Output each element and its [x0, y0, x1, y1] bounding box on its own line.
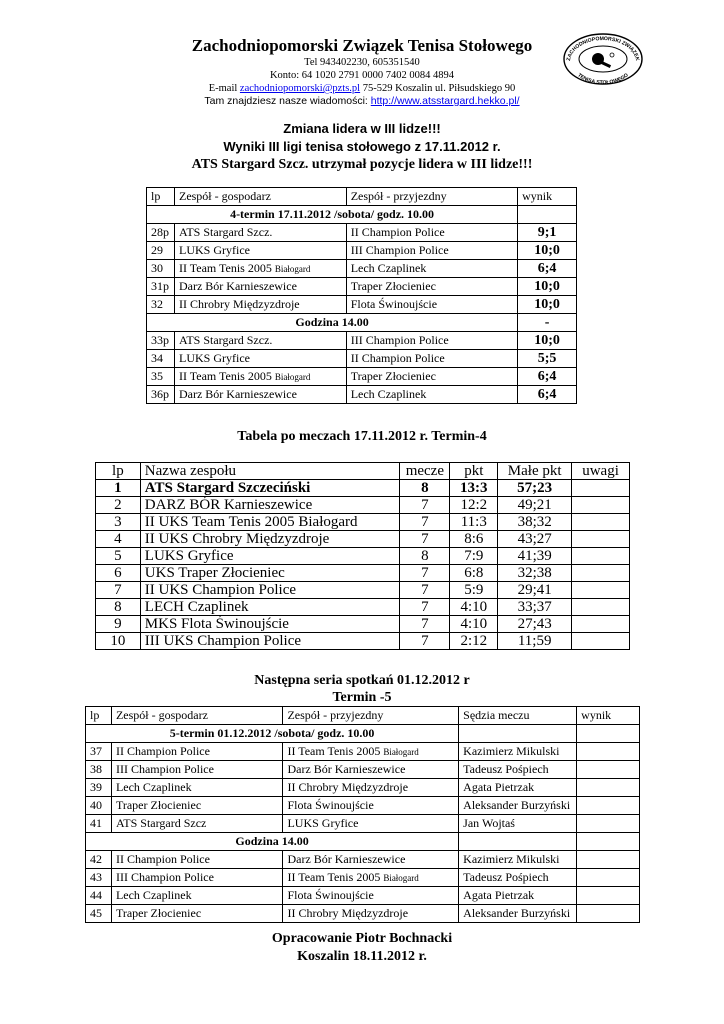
away-team: Traper Złocieniec	[346, 368, 517, 386]
home-team	[174, 242, 346, 260]
org-address: 75-529 Koszalin ul. Piłsudskiego 90	[362, 83, 516, 94]
results-row	[147, 350, 577, 368]
fixture-away-city: Białogard	[383, 872, 419, 883]
match-lp: 30	[147, 260, 175, 278]
next-header-cell: wynik	[577, 707, 640, 725]
team-matches: 7	[400, 514, 450, 531]
away-team: II Champion Police	[346, 350, 517, 368]
team-points: 11:3	[450, 514, 498, 531]
match-score: 5;5	[518, 350, 577, 368]
team-points: 8:6	[450, 531, 498, 548]
team-notes	[572, 497, 630, 514]
team-notes	[572, 531, 630, 548]
team-points: 5:9	[450, 582, 498, 599]
home-team-name: Darz Bór Karnieszewice	[178, 279, 297, 293]
next-row	[86, 905, 640, 923]
next-section-row	[86, 833, 640, 851]
fixture-away	[283, 761, 459, 779]
fixture-lp: 38	[86, 761, 112, 779]
home-team-name: ATS Stargard Szcz.	[178, 225, 273, 239]
next-header-cell: lp	[86, 707, 112, 725]
team-notes	[572, 616, 630, 633]
title-results: Wyniki III ligi tenisa stołowego z 17.11.2012 r.	[223, 139, 501, 154]
news-label: Tam znajdziesz nasze wiadomości:	[204, 95, 368, 107]
match-lp: 29	[147, 242, 175, 260]
fixture-home: Traper Złocieniec	[111, 797, 283, 815]
next-row	[86, 779, 640, 797]
home-team-name: II Chrobry Międzyzdroje	[178, 297, 300, 311]
team-rank: 8	[96, 599, 141, 616]
results-section-label: 4-termin 17.11.2012 /sobota/ godz. 10.00	[147, 206, 518, 224]
team-notes	[572, 514, 630, 531]
match-score: 10;0	[518, 296, 577, 314]
next-header-cell: Zespół - przyjezdny	[283, 707, 459, 725]
team-rank: 1	[96, 480, 141, 497]
footer-place-date: Koszalin 18.11.2012 r.	[297, 949, 427, 964]
home-team-name: II Team Tenis 2005	[178, 260, 272, 275]
fixture-result	[577, 743, 640, 761]
footer-author: Opracowanie Piotr Bochnacki	[271, 931, 453, 946]
team-notes	[572, 480, 630, 497]
away-team: Flota Świnoujście	[346, 296, 517, 314]
fixture-result	[577, 797, 640, 815]
match-lp: 28p	[147, 224, 175, 242]
home-team	[174, 368, 346, 386]
home-team	[174, 350, 346, 368]
team-rank: 10	[96, 633, 141, 650]
team-rank: 6	[96, 565, 141, 582]
team-small-points: 11;59	[498, 633, 572, 650]
next-row	[86, 887, 640, 905]
team-name: DARZ BÓR Karnieszewice	[140, 497, 400, 514]
fixture-result	[577, 761, 640, 779]
results-section-score	[518, 206, 577, 224]
team-points: 12:2	[450, 497, 498, 514]
team-points: 4:10	[450, 599, 498, 616]
team-notes	[572, 565, 630, 582]
title-leader-change: Zmiana lidera w III lidze!!!	[283, 121, 441, 136]
standings-header-cell: mecze	[400, 463, 450, 480]
next-round-subtitle: Termin -5	[332, 690, 392, 705]
team-matches: 8	[400, 480, 450, 497]
standings-row	[96, 531, 630, 548]
next-row	[86, 761, 640, 779]
team-rank: 9	[96, 616, 141, 633]
standings-row	[96, 514, 630, 531]
team-rank: 5	[96, 548, 141, 565]
team-notes	[572, 633, 630, 650]
home-team	[174, 278, 346, 296]
team-small-points: 49;21	[498, 497, 572, 514]
standings-row	[96, 599, 630, 616]
results-header-cell: lp	[147, 188, 175, 206]
away-team: II Champion Police	[346, 224, 517, 242]
results-header-row	[147, 188, 577, 206]
team-name: MKS Flota Świnoujście	[140, 616, 400, 633]
org-account: Konto: 64 1020 2791 0000 7402 0084 4894	[269, 70, 455, 81]
results-row	[147, 332, 577, 350]
team-matches: 7	[400, 531, 450, 548]
results-header-cell: Zespół - gospodarz	[174, 188, 346, 206]
email-label: E-mail	[208, 83, 238, 94]
next-header-cell: Sędzia meczu	[459, 707, 577, 725]
standings-header-cell: lp	[96, 463, 141, 480]
team-points: 13:3	[450, 480, 498, 497]
team-name: II UKS Chrobry Międzyzdroje	[140, 531, 400, 548]
next-section-empty	[459, 833, 577, 851]
fixture-referee: Kazimierz Mikulski	[459, 851, 577, 869]
title-leader-kept: ATS Stargard Szcz. utrzymał pozycje lidera w III lidze!!!	[191, 157, 533, 172]
fixture-referee: Aleksander Burzyński	[459, 797, 577, 815]
team-matches: 7	[400, 497, 450, 514]
org-phone: Tel 943402230, 605351540	[304, 57, 420, 68]
team-small-points: 29;41	[498, 582, 572, 599]
team-name: LUKS Gryfice	[140, 548, 400, 565]
team-points: 6:8	[450, 565, 498, 582]
home-team	[174, 296, 346, 314]
results-row	[147, 296, 577, 314]
next-row	[86, 869, 640, 887]
email-link[interactable]: zachodniopomorski@pzts.pl	[239, 83, 361, 94]
fixture-away	[283, 797, 459, 815]
home-team	[174, 386, 346, 404]
match-score: 6;4	[518, 368, 577, 386]
home-team-name: LUKS Gryfice	[178, 351, 250, 365]
fixture-away-name: II Team Tenis 2005	[287, 743, 381, 758]
ping-pong-paddle-icon	[592, 53, 614, 68]
results-row	[147, 260, 577, 278]
team-name: LECH Czaplinek	[140, 599, 400, 616]
team-rank: 3	[96, 514, 141, 531]
next-header-cell: Zespół - gospodarz	[111, 707, 283, 725]
team-matches: 7	[400, 565, 450, 582]
fixture-home: II Champion Police	[111, 851, 283, 869]
next-row	[86, 743, 640, 761]
standings-header-cell: Nazwa zespołu	[140, 463, 400, 480]
fixture-home: II Champion Police	[111, 743, 283, 761]
org-name: Zachodniopomorski Związek Tenisa Stołowego	[191, 36, 533, 55]
fixture-away-name: Flota Świnoujście	[287, 798, 374, 812]
next-round-title: Następna seria spotkań 01.12.2012 r	[254, 673, 470, 688]
next-row	[86, 851, 640, 869]
fixture-away-name: LUKS Gryfice	[287, 816, 359, 830]
team-matches: 7	[400, 582, 450, 599]
fixture-lp: 43	[86, 869, 112, 887]
team-name: ATS Stargard Szczeciński	[140, 480, 400, 497]
match-lp: 33p	[147, 332, 175, 350]
match-lp: 35	[147, 368, 175, 386]
fixture-away	[283, 905, 459, 923]
home-team-name: LUKS Gryfice	[178, 243, 250, 257]
fixture-away-city: Białogard	[383, 746, 419, 757]
fixture-away-name: II Team Tenis 2005	[287, 869, 381, 884]
fixture-home: ATS Stargard Szcz	[111, 815, 283, 833]
away-team: Lech Czaplinek	[346, 386, 517, 404]
team-name: UKS Traper Złocieniec	[140, 565, 400, 582]
fixture-home: III Champion Police	[111, 761, 283, 779]
next-row	[86, 815, 640, 833]
team-small-points: 43;27	[498, 531, 572, 548]
next-section-empty	[459, 725, 577, 743]
results-row	[147, 278, 577, 296]
fixture-away-name: Flota Świnoujście	[287, 888, 374, 902]
next-row	[86, 797, 640, 815]
team-matches: 7	[400, 616, 450, 633]
home-team-name: ATS Stargard Szcz.	[178, 333, 273, 347]
fixture-referee: Agata Pietrzak	[459, 887, 577, 905]
match-lp: 36p	[147, 386, 175, 404]
team-small-points: 32;38	[498, 565, 572, 582]
fixture-lp: 37	[86, 743, 112, 761]
standings-title: Tabela po meczach 17.11.2012 r. Termin-4	[237, 429, 487, 444]
home-team-name: Darz Bór Karnieszewice	[178, 387, 297, 401]
match-score: 6;4	[518, 386, 577, 404]
home-team	[174, 260, 346, 278]
fixture-result	[577, 779, 640, 797]
next-section-row	[86, 725, 640, 743]
team-rank: 2	[96, 497, 141, 514]
fixture-lp: 45	[86, 905, 112, 923]
fixture-away	[283, 869, 459, 887]
match-lp: 31p	[147, 278, 175, 296]
fixture-lp: 41	[86, 815, 112, 833]
standings-header-cell: Małe pkt	[498, 463, 572, 480]
away-team: III Champion Police	[346, 242, 517, 260]
fixture-away-name: Darz Bór Karnieszewice	[287, 762, 406, 776]
results-header-cell: Zespół - przyjezdny	[346, 188, 517, 206]
fixture-away	[283, 851, 459, 869]
standings-row	[96, 582, 630, 599]
match-score: 10;0	[518, 278, 577, 296]
fixture-referee: Tadeusz Pośpiech	[459, 761, 577, 779]
team-points: 2:12	[450, 633, 498, 650]
team-matches: 8	[400, 548, 450, 565]
match-lp: 32	[147, 296, 175, 314]
standings-row	[96, 616, 630, 633]
home-team	[174, 224, 346, 242]
team-name: II UKS Champion Police	[140, 582, 400, 599]
next-header-row	[86, 707, 640, 725]
next-round-table	[85, 706, 640, 923]
next-section-empty	[577, 833, 640, 851]
fixture-lp: 44	[86, 887, 112, 905]
fixture-lp: 39	[86, 779, 112, 797]
home-team	[174, 332, 346, 350]
fixture-home: Traper Złocieniec	[111, 905, 283, 923]
next-section-label: Godzina 14.00	[86, 833, 459, 851]
fixture-away	[283, 779, 459, 797]
match-score: 6;4	[518, 260, 577, 278]
standings-header-row	[96, 463, 630, 480]
fixture-result	[577, 815, 640, 833]
fixture-result	[577, 887, 640, 905]
home-team-city: Białogard	[274, 371, 311, 382]
home-team-city: Białogard	[274, 263, 311, 274]
team-notes	[572, 599, 630, 616]
fixture-home: Lech Czaplinek	[111, 779, 283, 797]
team-small-points: 41;39	[498, 548, 572, 565]
results-row	[147, 368, 577, 386]
team-rank: 7	[96, 582, 141, 599]
logo-text-bottom: TENISA STOŁOWEGO	[576, 72, 630, 86]
standings-table	[95, 462, 630, 650]
team-matches: 7	[400, 633, 450, 650]
next-section-label: 5-termin 01.12.2012 /sobota/ godz. 10.00	[86, 725, 459, 743]
match-score: 9;1	[518, 224, 577, 242]
results-row	[147, 386, 577, 404]
home-team-name: II Team Tenis 2005	[178, 368, 272, 383]
results-section-row	[147, 206, 577, 224]
standings-row	[96, 565, 630, 582]
results-table	[146, 187, 577, 404]
news-link[interactable]: http://www.atsstargard.hekko.pl/	[370, 95, 520, 107]
match-score: 10;0	[518, 332, 577, 350]
fixture-home: III Champion Police	[111, 869, 283, 887]
fixture-away-name: II Chrobry Międzyzdroje	[287, 780, 409, 794]
fixture-home: Lech Czaplinek	[111, 887, 283, 905]
next-section-empty	[577, 725, 640, 743]
team-notes	[572, 548, 630, 565]
fixture-result	[577, 869, 640, 887]
team-small-points: 33;37	[498, 599, 572, 616]
org-logo	[562, 32, 644, 86]
team-matches: 7	[400, 599, 450, 616]
team-name: III UKS Champion Police	[140, 633, 400, 650]
fixture-referee: Tadeusz Pośpiech	[459, 869, 577, 887]
fixture-lp: 42	[86, 851, 112, 869]
fixture-referee: Jan Wojtaś	[459, 815, 577, 833]
results-header-cell: wynik	[518, 188, 577, 206]
team-name: II UKS Team Tenis 2005 Białogard	[140, 514, 400, 531]
standings-row	[96, 548, 630, 565]
fixture-referee: Aleksander Burzyński	[459, 905, 577, 923]
results-section-row	[147, 314, 577, 332]
team-notes	[572, 582, 630, 599]
standings-header-cell: uwagi	[572, 463, 630, 480]
standings-header-cell: pkt	[450, 463, 498, 480]
away-team: III Champion Police	[346, 332, 517, 350]
news-line	[0, 95, 724, 108]
fixture-referee: Agata Pietrzak	[459, 779, 577, 797]
results-row	[147, 224, 577, 242]
team-small-points: 27;43	[498, 616, 572, 633]
fixture-away	[283, 815, 459, 833]
match-score: 10;0	[518, 242, 577, 260]
fixture-away-name: II Chrobry Międzyzdroje	[287, 906, 409, 920]
fixture-result	[577, 905, 640, 923]
fixture-away-name: Darz Bór Karnieszewice	[287, 852, 406, 866]
fixture-result	[577, 851, 640, 869]
results-section-label: Godzina 14.00	[147, 314, 518, 332]
standings-row	[96, 633, 630, 650]
standings-row	[96, 480, 630, 497]
team-rank: 4	[96, 531, 141, 548]
away-team: Traper Złocieniec	[346, 278, 517, 296]
fixture-away	[283, 887, 459, 905]
fixture-away	[283, 743, 459, 761]
match-lp: 34	[147, 350, 175, 368]
team-points: 4:10	[450, 616, 498, 633]
away-team: Lech Czaplinek	[346, 260, 517, 278]
standings-row	[96, 497, 630, 514]
team-points: 7:9	[450, 548, 498, 565]
fixture-referee: Kazimierz Mikulski	[459, 743, 577, 761]
team-small-points: 57;23	[498, 480, 572, 497]
fixture-lp: 40	[86, 797, 112, 815]
team-small-points: 38;32	[498, 514, 572, 531]
logo-text-top: ZACHODNIOPOMORSKI ZWIĄZEK	[566, 35, 641, 62]
results-row	[147, 242, 577, 260]
results-section-score: -	[518, 314, 577, 332]
